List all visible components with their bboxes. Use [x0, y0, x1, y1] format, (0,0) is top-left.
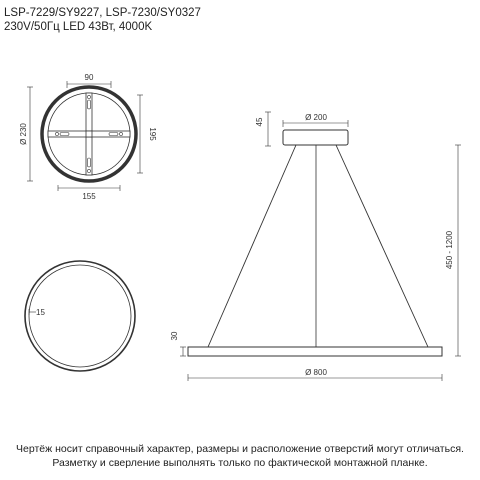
- label-mount-height: 195: [148, 127, 157, 141]
- ring-side-profile: [188, 347, 442, 356]
- label-mount-width: 90: [84, 73, 94, 82]
- label-ring-height: 30: [170, 331, 179, 341]
- label-canopy-height: 45: [255, 117, 264, 127]
- side-view: [180, 112, 461, 381]
- label-canopy-diameter: Ø 200: [305, 113, 327, 122]
- disclaimer-line-2: Разметку и сверление выполнять только по фактической монтажной планке.: [52, 457, 428, 469]
- suspension-wire-right: [336, 145, 428, 347]
- label-ring-thickness: 15: [36, 308, 45, 317]
- label-mount-diameter: Ø 230: [19, 123, 28, 145]
- label-ring-diameter: Ø 800: [305, 368, 327, 377]
- mounting-plate-view: [27, 81, 143, 191]
- suspension-wire-left: [208, 145, 296, 347]
- label-mount-span: 155: [82, 192, 96, 201]
- electrical-specs: 230V/50Гц LED 43Вт, 4000K: [4, 21, 153, 33]
- mount-bracket-center: [86, 131, 92, 137]
- model-numbers: LSP-7229/SY9227, LSP-7230/SY0327: [4, 7, 201, 19]
- disclaimer-line-1: Чертёж носит справочный характер, размеры и расположение отверстий могут отличаться.: [16, 443, 464, 455]
- label-suspension-length: 450 - 1200: [445, 230, 454, 270]
- canopy: [283, 130, 348, 145]
